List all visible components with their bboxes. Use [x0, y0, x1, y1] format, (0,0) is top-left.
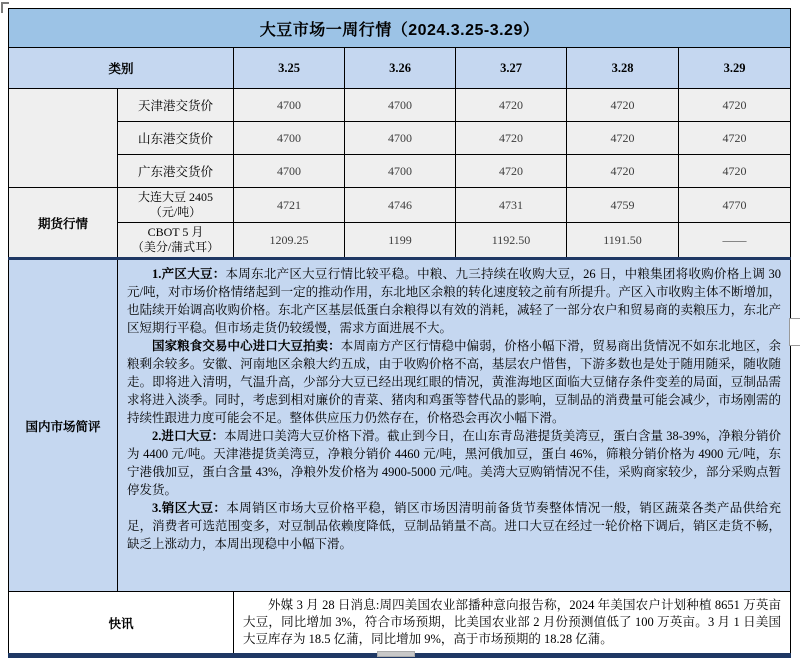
row-label-shandong-port: 山东港交货价	[118, 122, 234, 155]
header-row	[9, 48, 791, 89]
price-cell: 4700	[345, 89, 456, 122]
commentary-text-block	[118, 259, 791, 592]
table-row	[9, 155, 791, 188]
price-cell: 4720	[679, 122, 791, 155]
column-header-date: 3.26	[345, 48, 456, 89]
table-resize-handle[interactable]	[377, 651, 415, 657]
commentary-section-label: 国内市场简评	[9, 259, 118, 592]
price-cell: 4770	[679, 188, 791, 223]
futures-group-label: 期货行情	[9, 188, 118, 259]
contract-name: CBOT 5 月	[147, 225, 204, 239]
news-text-block	[234, 592, 791, 656]
commentary-paragraph	[127, 265, 781, 337]
column-header-date: 3.28	[567, 48, 679, 89]
table-row	[9, 223, 791, 259]
table-row	[9, 188, 791, 223]
price-cell: 4720	[567, 122, 679, 155]
column-header-date: 3.27	[456, 48, 567, 89]
price-cell: 4720	[456, 89, 567, 122]
price-cell: 4731	[456, 188, 567, 223]
row-label-guangdong-port: 广东港交货价	[118, 155, 234, 188]
title-row	[9, 9, 791, 48]
price-cell: 4700	[345, 122, 456, 155]
commentary-paragraph	[127, 337, 781, 427]
price-cell: 1192.50	[456, 223, 567, 259]
price-cell: 4720	[567, 155, 679, 188]
price-cell: 1199	[345, 223, 456, 259]
paragraph-text: 本周南方产区行情稳中偏弱，价格小幅下滑，贸易商出货情况不如东北地区，余粮剩余较多。安徽、河南地区余粮大约五成，由于收购价格不高，基层农户惜售，下游多数也是处于随用随采，随收随走。即将进入清明，气温升高，少部分大豆已经出现红眼的情况，黄淮海地区面临大豆储存条件变差的局面，豆制品需求将进入淡季。同时，考虑到相对廉价的青菜、猪肉和鸡蛋等替代品的影响，豆制品的消费量可能会减少，市场刚需的持续性跟进力度可能会不足。整体供应压力仍然存在，价格恐会再次小幅下滑。	[127, 339, 782, 425]
column-header-date: 3.25	[234, 48, 345, 89]
price-cell: 4700	[345, 155, 456, 188]
contract-unit: （美分/蒲式耳）	[131, 240, 220, 254]
price-cell: 4759	[567, 188, 679, 223]
paragraph-text: 本周销区市场大豆价格平稳，销区市场因清明前备货节奏整体情况一般，销区蔬菜各类产品供给充足，消费者可选范围变多，对豆制品依赖度降低，豆制品销量不高。进口大豆在经过一轮价格下调后，销区走货不畅，缺乏上涨动力，本周出现稳中小幅下滑。	[127, 501, 782, 551]
paragraph-lead: 国家粮食交易中心进口大豆拍卖：	[152, 339, 341, 353]
row-label-dalian-soybean-2405	[118, 188, 234, 223]
page-margin-marker	[789, 318, 800, 346]
page-title: 大豆市场一周行情（2024.3.25-3.29）	[9, 9, 791, 48]
news-section-label: 快讯	[9, 592, 234, 656]
column-header-category: 类别	[9, 48, 234, 89]
commentary-paragraph	[127, 499, 781, 553]
no-data-dash: ——	[679, 223, 791, 259]
price-cell: 4700	[234, 155, 345, 188]
row-label-cbot-may	[118, 223, 234, 259]
paragraph-lead: 2.进口大豆：	[152, 429, 225, 443]
price-cell: 4720	[456, 155, 567, 188]
price-cell: 4700	[234, 122, 345, 155]
price-cell: 4746	[345, 188, 456, 223]
price-cell: 4720	[679, 89, 791, 122]
price-cell: 4720	[567, 89, 679, 122]
commentary-paragraph	[127, 427, 781, 499]
price-cell: 1191.50	[567, 223, 679, 259]
row-label-tianjin-port: 天津港交货价	[118, 89, 234, 122]
commentary-row	[9, 259, 791, 592]
price-cell: 4721	[234, 188, 345, 223]
column-header-date: 3.29	[679, 48, 791, 89]
news-row	[9, 592, 791, 656]
price-cell: 4720	[679, 155, 791, 188]
contract-name: 大连大豆 2405	[137, 190, 213, 204]
spot-group-cell	[9, 89, 118, 188]
price-cell: 1209.25	[234, 223, 345, 259]
contract-unit: （元/吨）	[149, 205, 202, 219]
paragraph-lead: 3.销区大豆：	[152, 501, 227, 515]
soybean-weekly-price-table	[8, 8, 791, 658]
paragraph-text: 本周东北产区大豆行情比较平稳。中粮、九三持续在收购大豆，26 日，中粮集团将收购价格上调 30 元/吨，对市场价格情绪起到一定的推动作用，东北地区余粮的转化速度较之前有所提升。产区入市收购主体不断增加，也陆续开始调高收购价格。东北产区基层低蛋白余粮得以有效的消耗，减轻了一部分农户和贸易商的卖粮压力，东北产区短期行平稳。但市场走货仍较缓慢，需求方面进展不大。	[127, 267, 782, 335]
paragraph-text: 本周进口美湾大豆价格下滑。截止到今日，在山东青岛港提货美湾豆，蛋白含量 38-39%，净粮分销价为 4400 元/吨。天津港提货美湾豆，净粮分销价 4460 元/吨，黑河俄加豆，蛋白 46%，筛粮分销价格为 4900 元/吨，东宁港俄加豆，蛋白含量 43%，净粮外发价格为 4900-5000 元/吨。美湾大豆购销情况不佳，采购商家较少，部分采购点暂停发货。	[127, 429, 782, 497]
table-row	[9, 122, 791, 155]
news-paragraph: 外媒 3 月 28 日消息:周四美国农业部播种意向报告称，2024 年美国农户计划种植 8651 万英亩大豆，同比增加 3%，符合市场预期，比美国农业部 2 月份预测值低了 100 万英亩。3 月 1 日美国大豆库存为 18.5 亿蒲，同比增加 9%，高于市场预期的 18.28 亿蒲。	[243, 598, 782, 646]
price-cell: 4700	[234, 89, 345, 122]
paragraph-lead: 1.产区大豆：	[152, 267, 226, 281]
price-cell: 4720	[456, 122, 567, 155]
table-row	[9, 89, 791, 122]
